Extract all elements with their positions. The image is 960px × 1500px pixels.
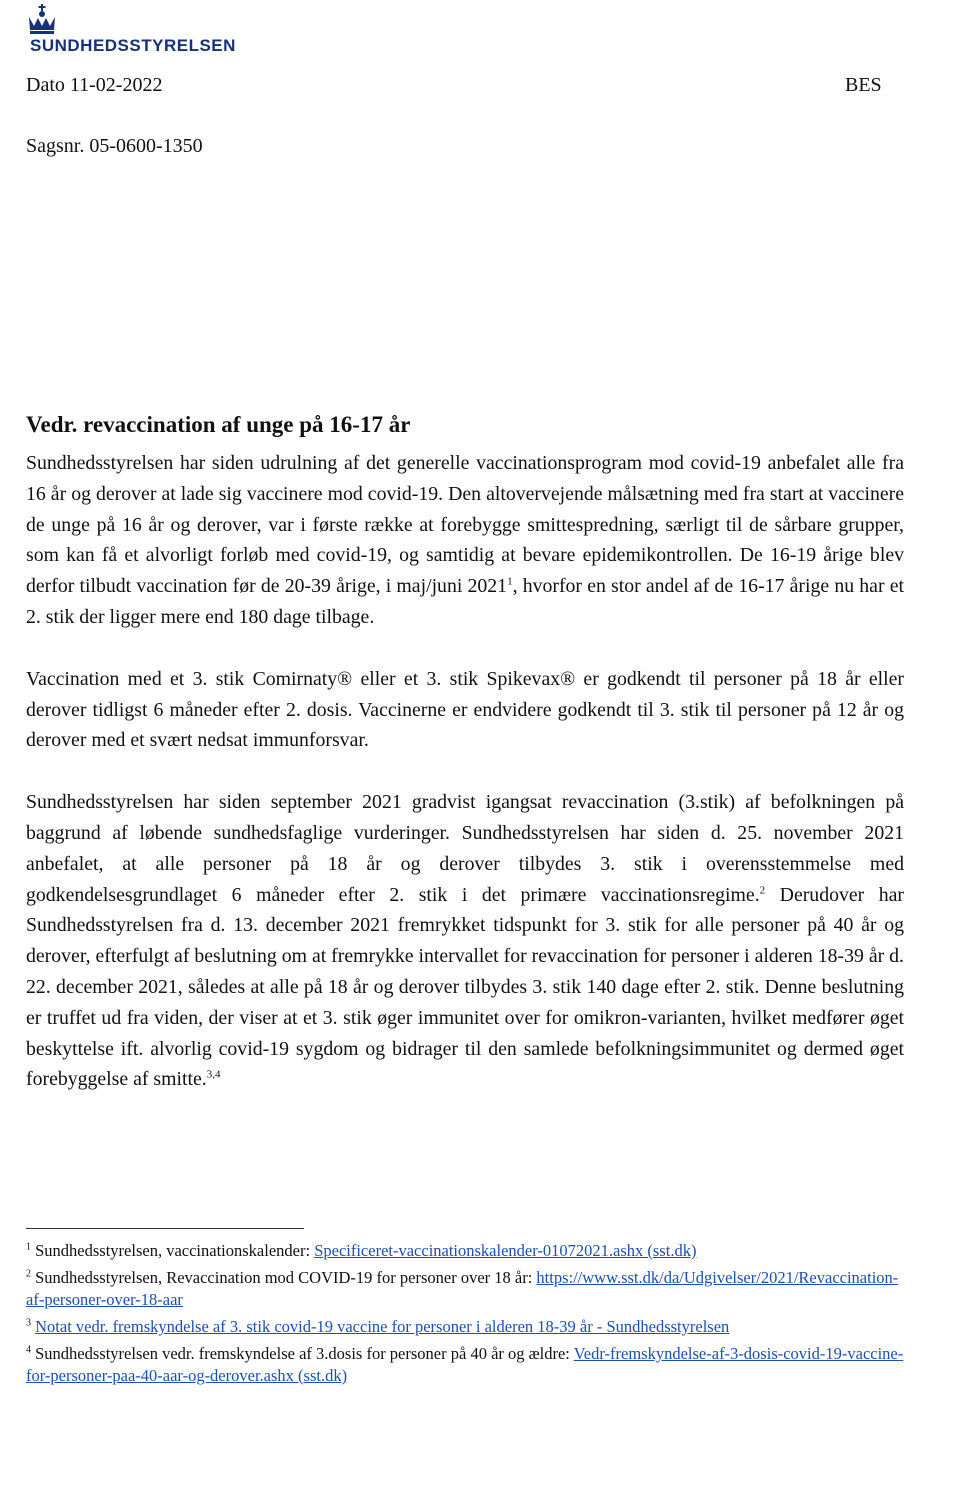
- logo-wordmark: SUNDHEDSSTYRELSEN: [30, 36, 236, 55]
- footnote-link-4[interactable]: Vedr-fremskyndelse-af-3-dosis-covid-19-vaccine-for-personer-paa-40-aar-og-derover.ashx (sst.dk): [26, 1344, 904, 1385]
- footnote-text: Sundhedsstyrelsen, vaccinationskalender:: [35, 1241, 315, 1260]
- footnote-number: 1: [26, 1241, 31, 1253]
- footnote-text: Sundhedsstyrelsen, Revaccination mod COVID-19 for personer over 18 år:: [35, 1268, 537, 1287]
- footnote-ref-3-4[interactable]: 3,4: [206, 1068, 221, 1081]
- case-number: Sagsnr. 05-0600-1350: [26, 135, 203, 157]
- footnote-2: [26, 1267, 904, 1311]
- paragraph-1-text-a: Sundhedsstyrelsen har siden udrulning af det generelle vaccinationsprogram mod covid-19 anbefalet alle fra 16 år og derover at lade sig vaccinere mod covid-19. Den altovervejende målsætning med fra start at vaccinere de unge på 16 år og derover, var i første række at forebygge smittespredning, særligt til de sårbare grupper, som kan få et alvorligt forløb med covid-19, og samtidig at bevare epidemikontrollen. De 16-19 årige blev derfor tilbudt vaccination før de 20-39 årige, i maj/juni 2021: [26, 452, 904, 598]
- footnote-number: 2: [26, 1268, 31, 1280]
- footnote-3: [26, 1316, 904, 1338]
- document-date: Dato 11-02-2022: [26, 74, 163, 96]
- paragraph-3-text-b: Derudover har Sundhedsstyrelsen fra d. 13. december 2021 fremrykket tidspunkt for 3. stik for alle personer på 40 år og derover, efterfulgt af beslutning om at fremrykke intervallet for revaccination for personer i alderen 18-39 år d. 22. december 2021, således at alle på 18 år og derover tilbydes 3. stik 140 dage efter 2. stik. Denne beslutning er truffet ud fra viden, der viser at et 3. stik øger immunitet over for omikron-varianten, hvilket medfører øget beskyttelse ift. alvorlig covid-19 sygdom og bidrager til den samlede befolkningsimmunitet og dermed øget forebyggelse af smitte.: [26, 883, 905, 1091]
- footnote-number: 3: [26, 1317, 31, 1329]
- footnote-link-3[interactable]: Notat vedr. fremskyndelse af 3. stik covid-19 vaccine for personer i alderen 18-39 år - Sundhedsstyrelsen: [35, 1317, 730, 1336]
- footnote-ref-1[interactable]: 1: [507, 575, 513, 588]
- footnote-link-2[interactable]: https://www.sst.dk/da/Udgivelser/2021/Revaccination-af-personer-over-18-aar: [26, 1268, 899, 1309]
- footnote-text: Sundhedsstyrelsen vedr. fremskyndelse af 3.dosis for personer på 40 år og ældre:: [35, 1344, 574, 1363]
- footnote-divider: [26, 1228, 304, 1229]
- footnote-number: 4: [26, 1344, 31, 1356]
- paragraph-3: [26, 787, 904, 1095]
- paragraph-1: [26, 448, 904, 633]
- paragraph-1-text-b: , hvorfor en stor andel af de 16-17 årige nu har et 2. stik der ligger mere end 180 dage tilbage.: [26, 575, 904, 628]
- document-body: [26, 448, 904, 1126]
- footnote-1: [26, 1240, 904, 1262]
- paragraph-2: Vaccination med et 3. stik Comirnaty® eller et 3. stik Spikevax® er godkendt til personer på 18 år eller derover tidligst 6 måneder efter 2. dosis. Vaccinerne er endvidere godkendt til 3. stik til personer på 12 år og derover med et svært nedsat immunforsvar.: [26, 667, 904, 752]
- author-initials: BES: [845, 74, 882, 96]
- footnote-link-1[interactable]: Specificeret-vaccinationskalender-01072021.ashx (sst.dk): [314, 1241, 697, 1260]
- footnotes: [26, 1240, 904, 1392]
- document-title: Vedr. revaccination af unge på 16-17 år: [26, 412, 411, 437]
- paragraph-3-text-a: Sundhedsstyrelsen har siden september 2021 gradvist igangsat revaccination (3.stik) af befolkningen på baggrund af løbende sundhedsfaglige vurderinger. Sundhedsstyrelsen har siden d. 25. november 2021 anbefalet, at alle personer på 18 år og derover tilbydes 3. stik i overensstemmelse med godkendelsesgrundlaget 6 måneder efter 2. stik i det primære vaccinationsregime.: [26, 791, 904, 906]
- crown-icon: [26, 4, 58, 34]
- footnote-ref-2[interactable]: 2: [759, 883, 766, 896]
- footnote-4: [26, 1343, 904, 1387]
